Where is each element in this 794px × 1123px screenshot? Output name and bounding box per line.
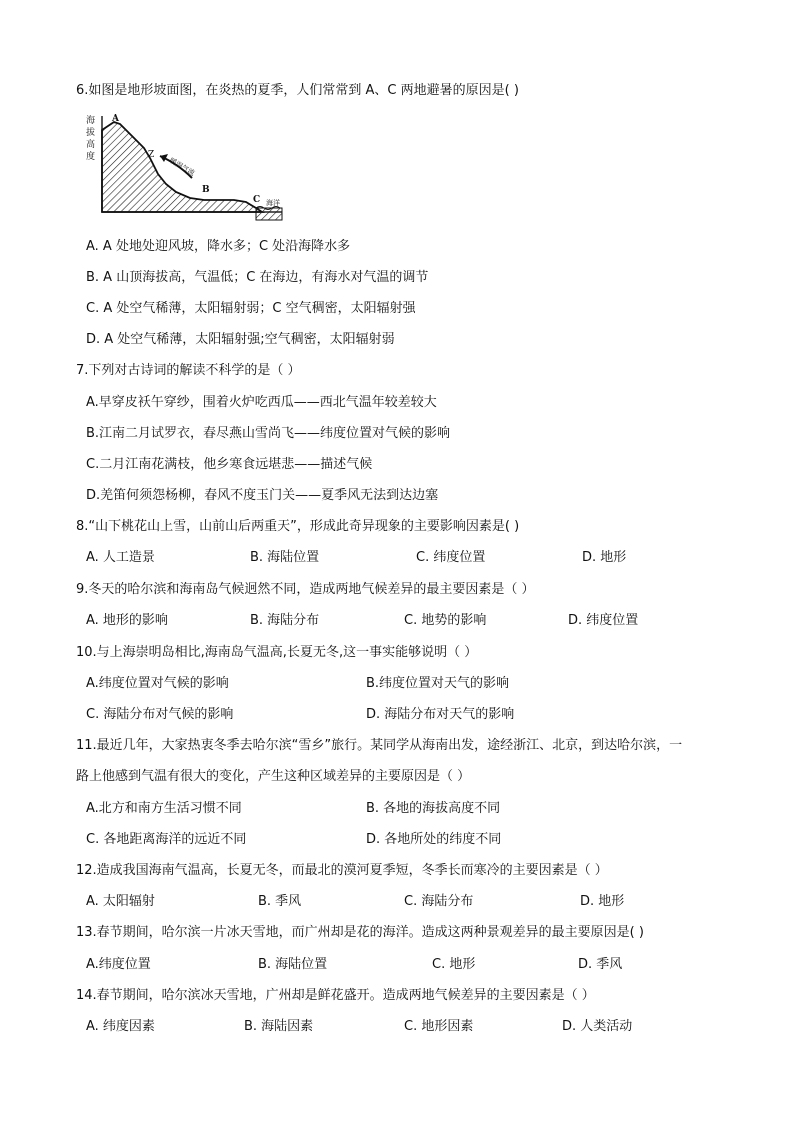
q6-option-c: C. A 处空气稀薄，太阳辐射弱；C 空气稠密，太阳辐射强 [86,301,416,316]
question-11-stem-line2: 路上他感到气温有很大的变化，产生这种区域差异的主要原因是（ ） [76,769,471,784]
question-9-stem: 9.冬天的哈尔滨和海南岛气候迥然不同，造成两地气候差异的最主要因素是（ ） [76,582,535,597]
q13-option-b: B. 海陆位置 [258,957,328,972]
question-14-stem: 14.春节期间，哈尔滨冰天雪地，广州却是鲜花盛开。造成两地气候差异的主要因素是（ ） [76,988,595,1003]
q14-option-c: C. 地形因素 [404,1019,474,1034]
ylabel-char-4: 度 [86,152,96,162]
q12-option-c: C. 海陆分布 [404,894,474,909]
q9-option-b: B. 海陆分布 [250,613,320,628]
q13-option-c: C. 地形 [432,957,476,972]
q8-option-c: C. 纬度位置 [416,550,486,565]
question-13-stem: 13.春节期间，哈尔滨一片冰天雪地，而广州却是花的海洋。造成这两种景观差异的最主要原因是( ) [76,925,644,940]
wind-arrowhead [160,154,168,162]
question-6-stem: 6.如图是地形坡面图，在炎热的夏季，人们常常到 A、C 两地避暑的原因是( ) [76,83,519,98]
point-b-label: B [202,185,210,195]
q11-option-c: C. 各地距离海洋的远近不同 [86,832,247,847]
sea-label: 海洋 [266,199,280,207]
q8-option-a: A. 人工造景 [86,550,155,565]
q10-option-c: C. 海陆分布对气候的影响 [86,707,234,722]
q7-option-d: D.羌笛何须怨杨柳，春风不度玉门关——夏季风无法到达边塞 [86,488,439,503]
z-label: Z [148,150,155,160]
q7-option-c: C.二月江南花满枝，他乡寒食远堪悲——描述气候 [86,457,373,472]
q11-option-a: A.北方和南方生活习惯不同 [86,801,242,816]
ylabel-char-2: 拔 [86,128,96,138]
q7-option-a: A.早穿皮袄午穿纱，围着火炉吃西瓜——西北气温年较差较大 [86,395,437,410]
q9-option-d: D. 纬度位置 [568,613,639,628]
question-10-stem: 10.与上海崇明岛相比,海南岛气温高,长夏无冬,这一事实能够说明（ ） [76,645,478,660]
question-12-stem: 12.造成我国海南气温高，长夏无冬，而最北的漠河夏季短，冬季长而寒冷的主要因素是（ ） [76,863,608,878]
q12-option-b: B. 季风 [258,894,302,909]
ylabel-char-3: 高 [86,140,96,150]
point-c-label: C [253,195,261,205]
q8-option-b: B. 海陆位置 [250,550,320,565]
q6-option-b: B. A 山顶海拔高，气温低；C 在海边，有海水对气温的调节 [86,270,429,285]
q14-option-b: B. 海陆因素 [244,1019,314,1034]
wind-label: 暖湿气流 [167,156,197,178]
q8-option-d: D. 地形 [582,550,627,565]
q6-option-d: D. A 处空气稀薄，太阳辐射强;空气稠密，太阳辐射弱 [86,332,395,347]
q10-option-a: A.纬度位置对气候的影响 [86,676,229,691]
q9-option-c: C. 地势的影响 [404,613,487,628]
q13-option-a: A.纬度位置 [86,957,151,972]
point-a-label: A [112,114,119,124]
q10-option-d: D. 海陆分布对天气的影响 [366,707,515,722]
q7-option-b: B.江南二月试罗衣，春尽燕山雪尚飞——纬度位置对气候的影响 [86,426,451,441]
q14-option-a: A. 纬度因素 [86,1019,155,1034]
q11-option-b: B. 各地的海拔高度不同 [366,801,501,816]
q12-option-a: A. 太阳辐射 [86,894,155,909]
q12-option-d: D. 地形 [580,894,625,909]
q14-option-d: D. 人类活动 [562,1019,633,1034]
question-7-stem: 7.下列对古诗词的解读不科学的是（ ） [76,363,301,378]
q9-option-a: A. 地形的影响 [86,613,168,628]
q6-option-a: A. A 处地处迎风坡，降水多；C 处沿海降水多 [86,239,351,254]
q10-option-b: B.纬度位置对天气的影响 [366,676,510,691]
question-8-stem: 8.“山下桃花山上雪，山前山后两重天”，形成此奇异现象的主要影响因素是( ) [76,519,520,534]
question-11-stem-line1: 11.最近几年，大家热衷冬季去哈尔滨“雪乡”旅行。某同学从海南出发，途经浙江、北京，到达哈尔滨，一 [76,738,683,753]
q13-option-d: D. 季风 [578,957,623,972]
ylabel-char-1: 海 [86,116,96,126]
q11-option-d: D. 各地所处的纬度不同 [366,832,502,847]
terrain-profile-figure [86,112,284,228]
